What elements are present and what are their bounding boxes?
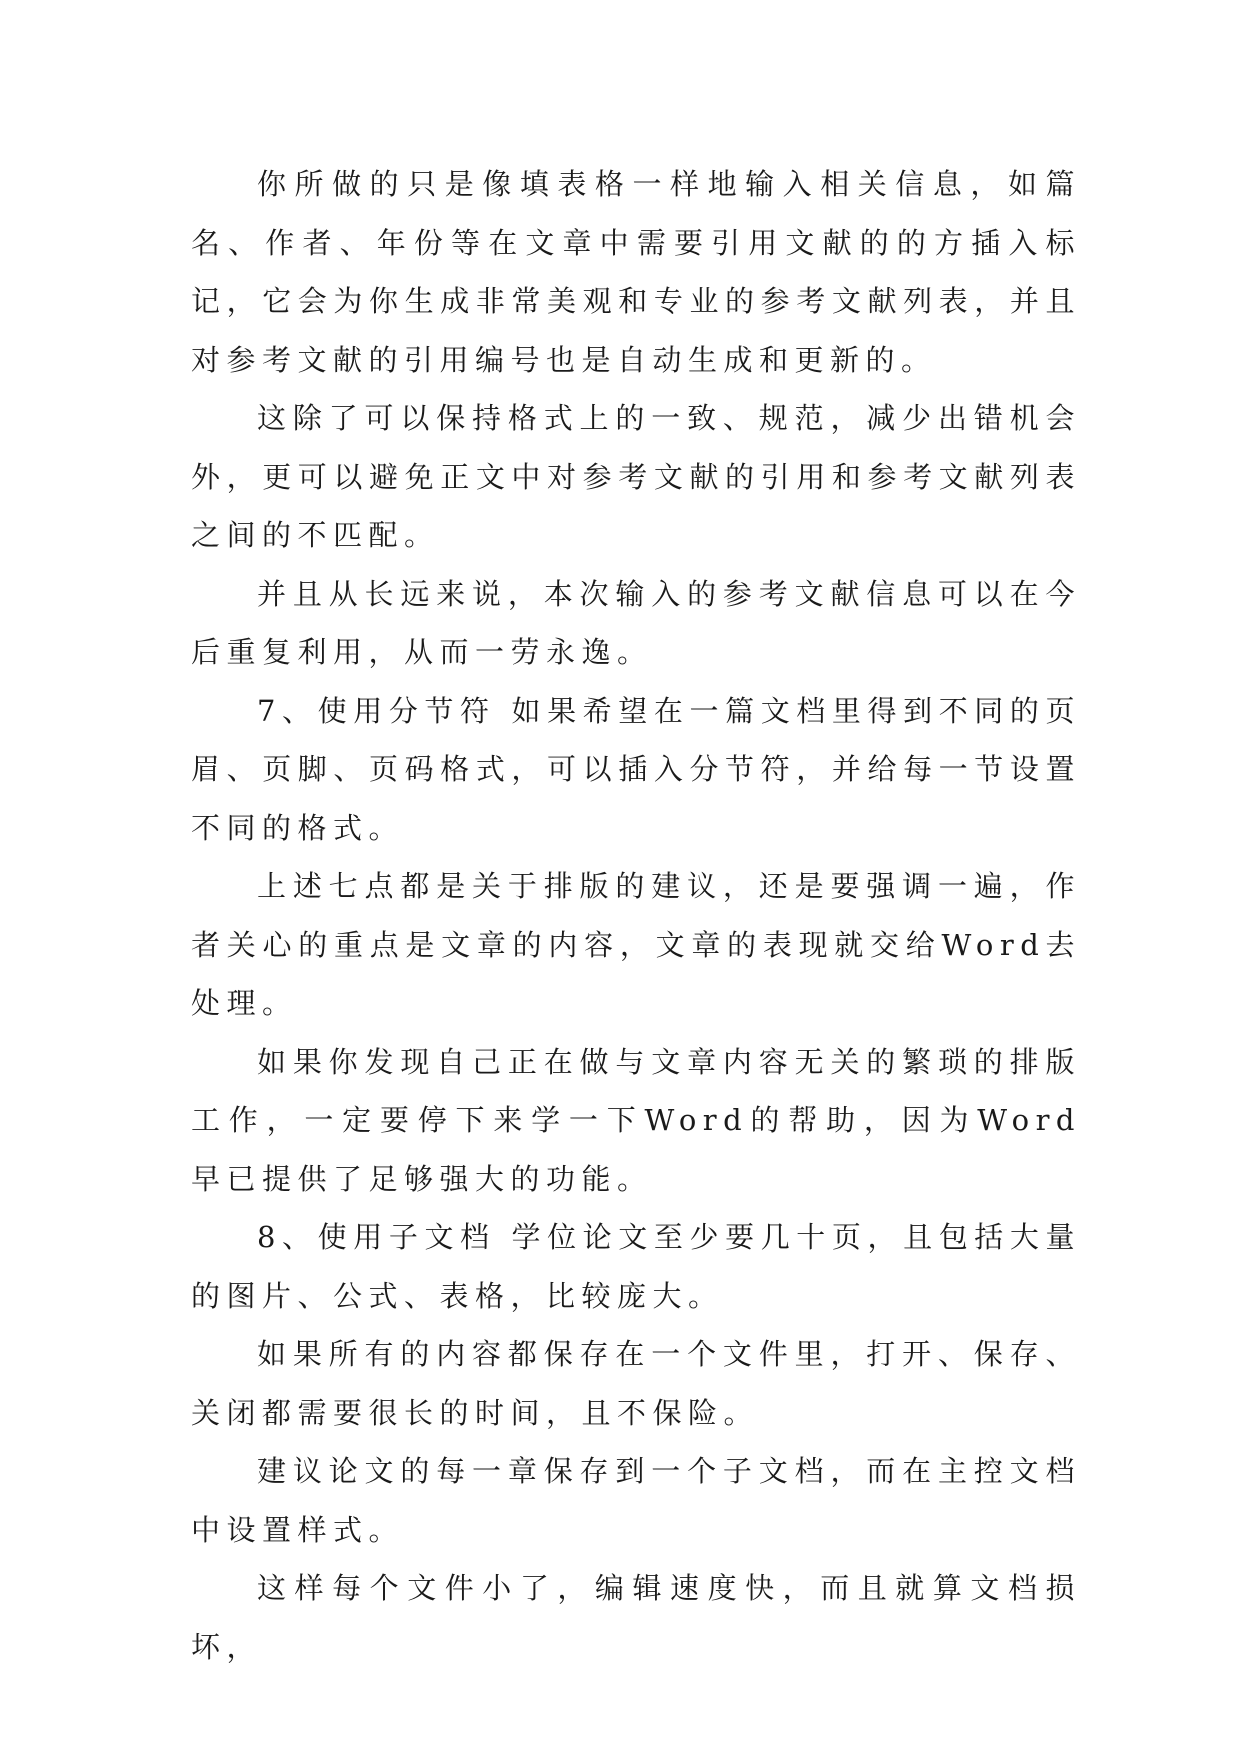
paragraph-5: 上述七点都是关于排版的建议，还是要强调一遍，作者关心的重点是文章的内容，文章的表现就交给Word去处理。 <box>191 869 1081 1020</box>
paragraph-1: 你所做的只是像填表格一样地输入相关信息，如篇名、作者、年份等在文章中需要引用文献的的方插入标记，它会为你生成非常美观和专业的参考文献列表，并且对参考文献的引用编号也是自动生成和更新的。 <box>191 167 1081 377</box>
document-body <box>191 155 1081 1676</box>
paragraph-2: 这除了可以保持格式上的一致、规范，减少出错机会外，更可以避免正文中对参考文献的引用和参考文献列表之间的不匹配。 <box>191 401 1081 552</box>
paragraph-10: 这样每个文件小了，编辑速度快，而且就算文档损坏， <box>191 1571 1081 1664</box>
paragraph-8: 如果所有的内容都保存在一个文件里，打开、保存、关闭都需要很长的时间，且不保险。 <box>191 1337 1081 1430</box>
paragraph-7: 8、使用子文档 学位论文至少要几十页，且包括大量的图片、公式、表格，比较庞大。 <box>191 1220 1081 1313</box>
paragraph-4: 7、使用分节符 如果希望在一篇文档里得到不同的页眉、页脚、页码格式，可以插入分节符，并给每一节设置不同的格式。 <box>191 693 1081 845</box>
paragraph-6: 如果你发现自己正在做与文章内容无关的繁琐的排版工作，一定要停下来学一下Word的帮助，因为Word 早已提供了足够强大的功能。 <box>191 1044 1081 1196</box>
paragraph-3: 并且从长远来说，本次输入的参考文献信息可以在今后重复利用，从而一劳永逸。 <box>191 576 1081 669</box>
paragraph-9: 建议论文的每一章保存到一个子文档，而在主控文档中设置样式。 <box>191 1454 1081 1547</box>
